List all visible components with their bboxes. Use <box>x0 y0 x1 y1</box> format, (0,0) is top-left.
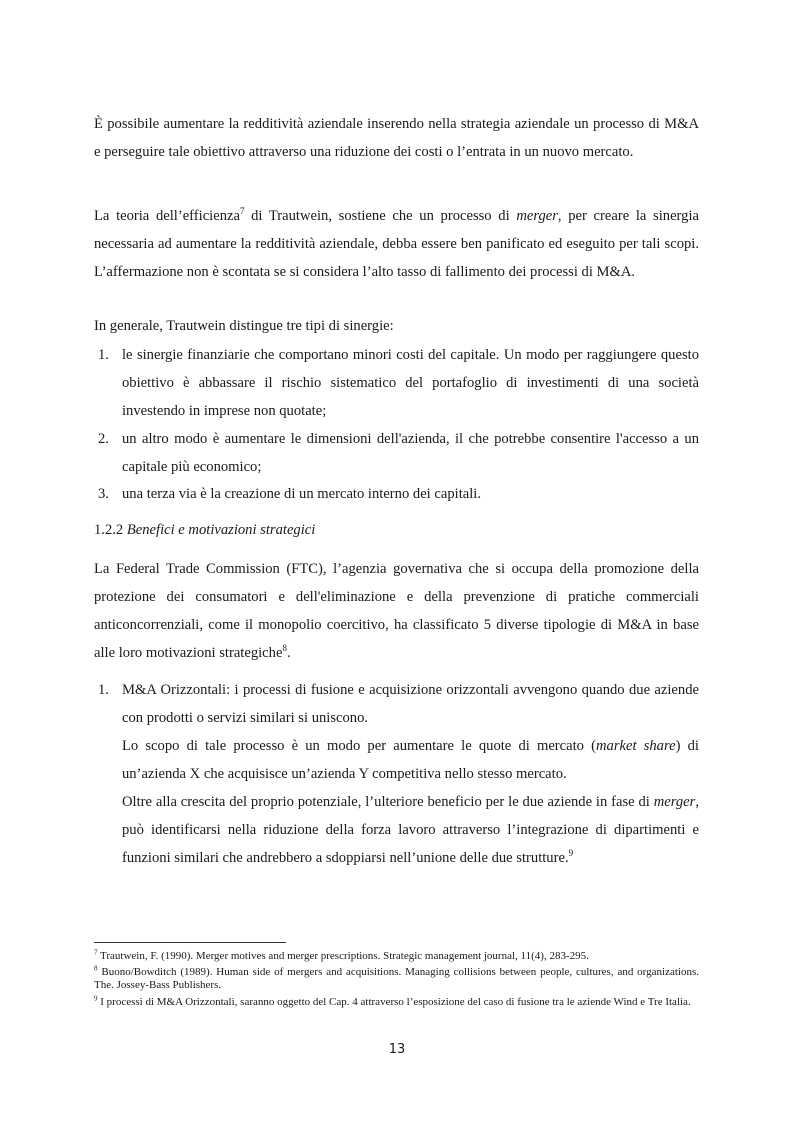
paragraph-tipi-sinergie: In generale, Trautwein distingue tre tipi di sinergie: <box>94 318 394 334</box>
footnote-number: 7 <box>94 948 98 957</box>
synergy-list-item <box>94 480 699 508</box>
footnote-7 <box>94 950 699 963</box>
list-text: le sinergie finanziarie che comportano minori costi del capitale. Un modo per raggiungere questo obiettivo è abbassare il rischio sistematico del portafoglio di investimenti di una società investendo in imprese non quotate; <box>122 347 699 419</box>
footnote-ref-9: 9 <box>568 848 574 859</box>
p2-start: La teoria dell’efficienza <box>94 208 240 224</box>
section-title: Benefici e motivazioni strategici <box>126 522 316 538</box>
footnote-9 <box>94 996 699 1009</box>
synergy-list-item <box>94 341 699 425</box>
ma-intro: M&A Orizzontali: i processi di fusione e acquisizione orizzontali avvengono quando due aziende con prodotti o servizi similari si uniscono. <box>122 682 699 726</box>
footnote-8 <box>94 966 699 992</box>
ma-list-item <box>94 676 699 872</box>
list-text: un altro modo è aumentare le dimensioni dell'azienda, il che potrebbe consentire l'accesso a un capitale più economico; <box>122 431 699 475</box>
ma-benefit <box>122 788 699 872</box>
list-number: 3. <box>98 486 109 502</box>
footnote-text: I processi di M&A Orizzontali, saranno oggetto del Cap. 4 attraverso l’esposizione del caso di fusione tra le aziende Wind e Tre Italia. <box>97 996 691 1008</box>
footnote-number: 9 <box>94 994 98 1003</box>
ma-scope-start: Lo scopo di tale processo è un modo per aumentare le quote di mercato ( <box>122 738 597 754</box>
p2-emphasis: merger <box>516 208 558 224</box>
footnote-separator <box>94 942 286 943</box>
p2-mid: di Trautwein, sostiene che un processo di <box>244 208 517 224</box>
p2-end: , per creare la sinergia necessaria ad aumentare la redditività aziendale, debba essere ben panificato ed eseguito per tali scopi. L’affermazione non è scontata se si considera l’alto tasso di fallimento dei processi di M&A. <box>94 208 699 280</box>
footnote-text: Trautwein, F. (1990). Merger motives and merger prescriptions. Strategic management journal, 11(4), 283-295. <box>97 950 589 962</box>
list-number: 1. <box>98 347 109 363</box>
synergy-list-item <box>94 425 699 481</box>
paragraph-teoria-efficienza <box>94 202 699 286</box>
paragraph-ftc <box>94 555 699 667</box>
ma-benefit-start: Oltre alla crescita del proprio potenziale, l’ulteriore beneficio per le due aziende in fase di <box>122 794 654 810</box>
ma-scope <box>122 732 699 788</box>
page-number: 13 <box>388 1042 406 1057</box>
footnote-text: Buono/Bowditch (1989). Human side of mergers and acquisitions. Managing collisions between people, cultures, and organizations. The. Jossey-Bass Publishers. <box>94 966 699 991</box>
ma-scope-emphasis: market share <box>596 738 676 754</box>
footnote-ref-8: 8 <box>282 643 287 654</box>
ma-benefit-end: , può identificarsi nella riduzione della forza lavoro attraverso l’integrazione di dipartimenti e funzioni similari che andrebbero a sdoppiarsi nell’unione delle due strutture. <box>122 794 699 866</box>
section-number: 1.2.2 <box>94 522 124 538</box>
list-text: una terza via è la creazione di un mercato interno dei capitali. <box>122 486 481 502</box>
paragraph-redditivita: È possibile aumentare la redditività aziendale inserendo nella strategia aziendale un processo di M&A e perseguire tale obiettivo attraverso una riduzione dei costi o l’entrata in un nuovo mercato. <box>94 116 699 160</box>
list-number: 1. <box>98 682 109 698</box>
ma-scope-end: ) di un’azienda X che acquisisce un’azienda Y competitiva nello stesso mercato. <box>122 738 699 782</box>
list-number: 2. <box>98 431 109 447</box>
footnote-ref-7: 7 <box>239 206 245 217</box>
ftc-text: La Federal Trade Commission (FTC), l’agenzia governativa che si occupa della promozione della protezione dei consumatori e dell'eliminazione e della prevenzione di pratiche commerciali anticoncorrenziali, come il monopolio coercitivo, ha classificato 5 diverse tipologie di M&A in base alle loro motivazioni strategiche <box>94 561 699 661</box>
ftc-end: . <box>286 645 291 661</box>
section-heading <box>94 519 315 541</box>
footnote-number: 8 <box>94 964 98 973</box>
ma-benefit-emphasis: merger <box>653 794 696 810</box>
